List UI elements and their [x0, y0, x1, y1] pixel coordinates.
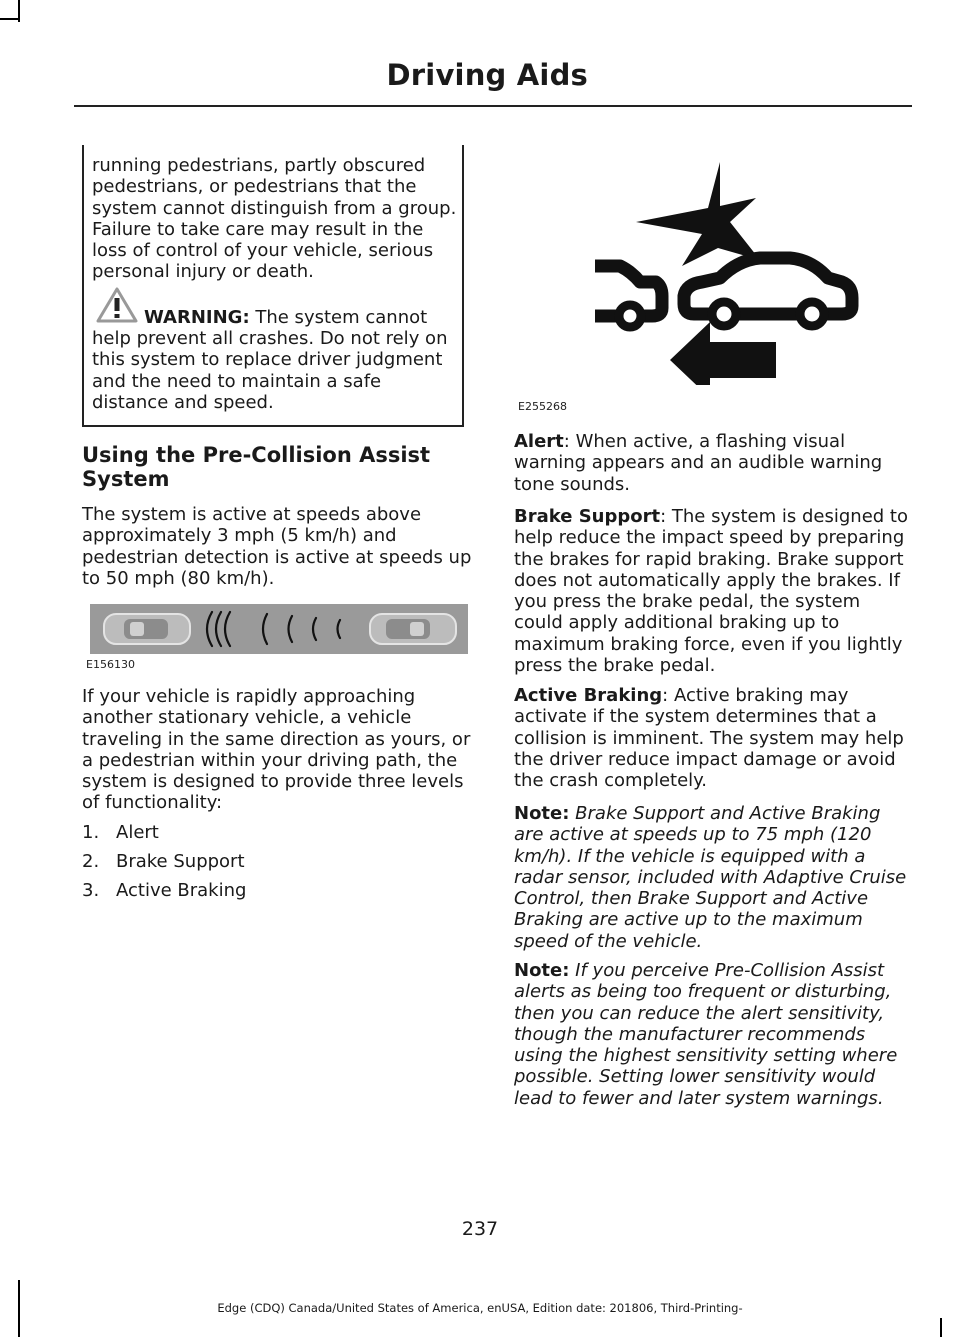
list-item: 2. Brake Support — [82, 851, 245, 872]
list-item: 3. Active Braking — [82, 880, 247, 901]
front-vehicle-icon — [684, 258, 852, 314]
radar-wave-icon — [207, 612, 340, 646]
functionality-paragraph: If your vehicle is rapidly approaching another stationary vehicle, a vehicle traveling in the same direction as yours, or a pedestrian within your driving path, the system is designed to provide three levels of functionality: — [82, 686, 471, 814]
active-braking-paragraph: Active Braking: Active braking may activate if the system determines that a collision is imminent. The system may help the driver reduce impact damage or avoid the crash completely. — [514, 685, 904, 792]
host-car-icon — [104, 614, 190, 644]
radar-detection-figure — [90, 604, 468, 654]
warning-triangle-icon — [94, 283, 140, 325]
list-item: 1. Alert — [82, 822, 159, 843]
page-title: Driving Aids — [386, 58, 588, 92]
crop-mark — [940, 1318, 942, 1337]
target-car-icon — [370, 614, 456, 644]
figure-code: E255268 — [518, 400, 567, 413]
note-paragraph: Note: Brake Support and Active Braking are active at speeds up to 75 mph (120 km/h). If the vehicle is equipped with a radar sensor, included with Adaptive Cruise Control, then Brake Support and Active Braking are active up to the maximum speed of the vehicle. — [514, 803, 907, 952]
intro-paragraph: The system is active at speeds above approximately 3 mph (5 km/h) and pedestrian detection is active at speeds up to 50 mph (80 km/h). — [82, 504, 472, 589]
figure-code: E156130 — [86, 658, 135, 671]
warning-text: The system cannot help prevent all crashes. Do not rely on this system to replace driver judgment and the need to maintain a safe distance and speed. — [92, 306, 448, 413]
note-paragraph: Note: If you perceive Pre-Collision Assist alerts as being too frequent or disturbing, then you can reduce the alert sensitivity, though the manufacturer recommends using the highest sensitivity setting where possible. Setting lower sensitivity would lead to fewer and later system warnings. — [514, 960, 898, 1109]
left-arrow-icon — [670, 322, 776, 385]
alert-paragraph: Alert: When active, a flashing visual warning appears and an audible warning tone sounds. — [514, 431, 883, 495]
title-divider — [74, 105, 912, 107]
warning-box — [82, 145, 464, 427]
radar-detection-illustration — [90, 604, 468, 654]
impact-star-icon — [636, 162, 760, 266]
crop-mark — [0, 18, 20, 20]
page-number: 237 — [461, 1218, 499, 1240]
warning-block — [92, 307, 462, 413]
warning-label: WARNING: — [144, 306, 250, 328]
warning-continued-text: running pedestrians, partly obscured pedestrians, or pedestrians that the system cannot distinguish from a group. Failure to take care may result in the loss of control of your vehicle, serious personal injury or death. — [92, 155, 457, 283]
section-heading: Using the Pre-Collision Assist System — [82, 443, 431, 491]
footer-text: Edge (CDQ) Canada/United States of America, enUSA, Edition date: 201806, Third-Printing- — [217, 1301, 743, 1315]
brake-support-paragraph: Brake Support: The system is designed to help reduce the impact speed by preparing the brakes for rapid braking. Brake support does not automatically apply the brakes. If you press the brake pedal, the system could apply additional braking up to maximum braking force, even if you lightly press the brake pedal. — [514, 506, 908, 677]
collision-warning-figure — [590, 150, 860, 385]
